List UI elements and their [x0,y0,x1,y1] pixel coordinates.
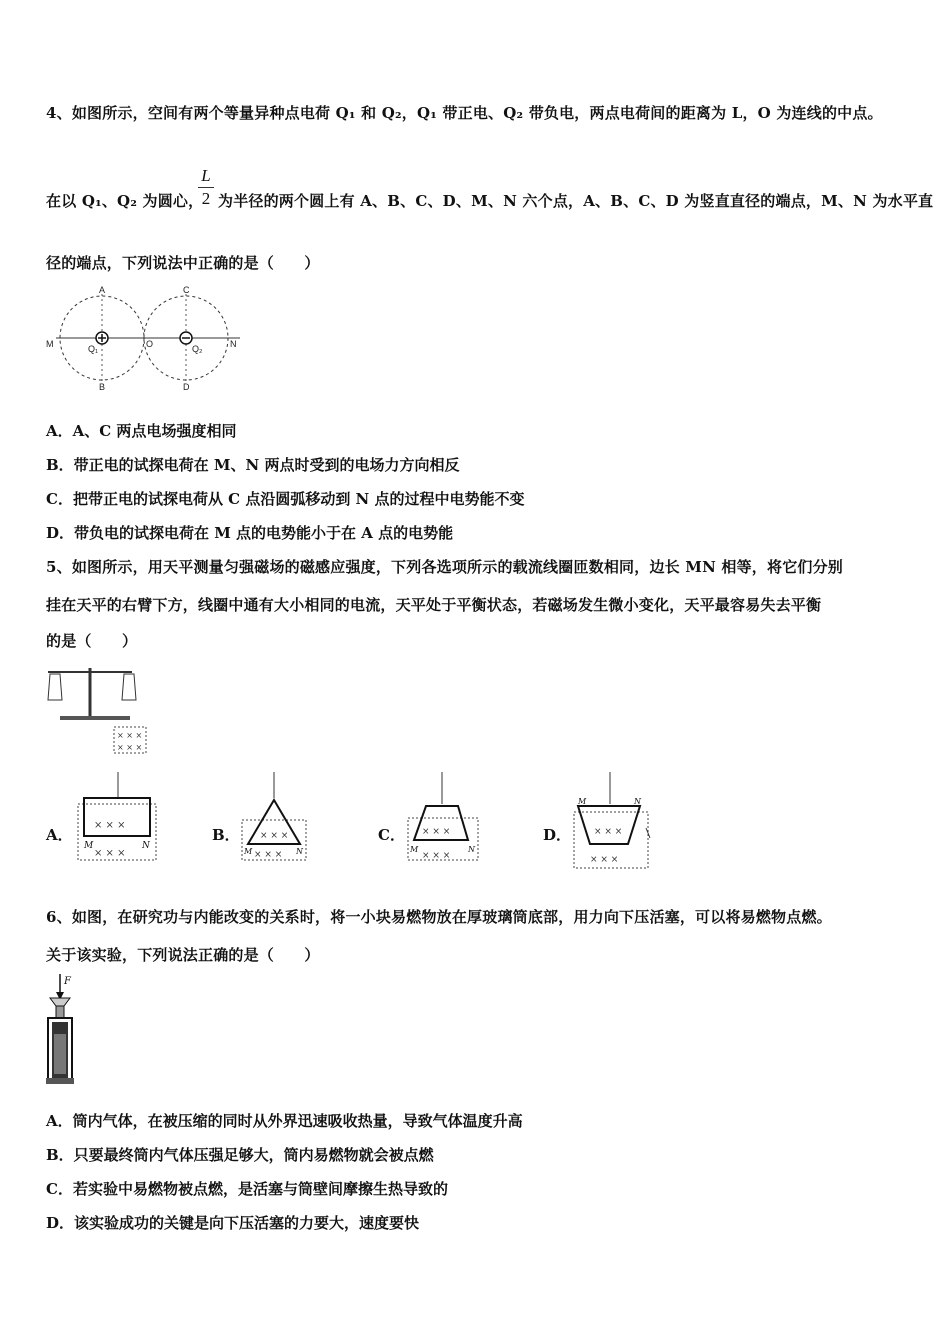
q4-stem-line2-pre: 在以 Q₁、Q₂ 为圆心， [46,192,204,210]
q5-choice-c-label[interactable]: C． [378,826,405,844]
svg-text:× × ×: × × × [94,848,126,859]
q6-stem-line2: 关于该实验，下列说法正确的是（ ） [46,946,320,964]
label-B: B [99,382,106,392]
svg-text:F: F [64,976,71,987]
svg-text:M: M [410,845,419,854]
svg-text:× × ×: × × × [94,820,126,831]
q4-stem-line3: 径的端点，下列说法中正确的是（ ） [46,254,320,272]
label-Q2: Q₂ [192,344,203,354]
label-Q1: Q₁ [88,344,99,354]
svg-text:N: N [634,797,641,806]
q4-two-circles-figure [44,284,244,392]
label-A: A [99,285,106,295]
q5-stem-line3: 的是（ ） [46,632,138,650]
piston-cylinder-figure [42,972,82,1088]
q6-option-b[interactable]: B．只要最终筒内气体压强足够大，筒内易燃物就会被点燃 [46,1146,434,1164]
svg-text:× × ×: × × × [254,850,283,860]
label-N: N [230,339,237,349]
q6-option-a[interactable]: A．筒内气体，在被压缩的同时从外界迅速吸收热量，导致气体温度升高 [46,1112,523,1130]
q5-choice-a-label[interactable]: A． [46,826,73,844]
fraction-numerator: L [201,166,211,185]
q4-option-b[interactable]: B．带正电的试探电荷在 M、N 两点时受到的电场力方向相反 [46,456,460,474]
balance-figure [44,660,154,758]
svg-text:× × ×: × × × [260,831,289,841]
fraction-L-over-2 [198,166,214,209]
svg-text:M: M [84,841,94,851]
svg-text:M: M [578,797,587,806]
svg-text:× × ×: × × × [117,731,143,740]
label-M: M [46,339,54,349]
svg-text:× × ×: × × × [590,855,619,865]
q6-option-d[interactable]: D．该实验成功的关键是向下压活塞的力要大，速度要快 [46,1214,420,1232]
q5-stem-line2: 挂在天平的右臂下方，线圈中通有大小相同的电流，天平处于平衡状态，若磁场发生微小变化，天平最容易失去平衡 [46,596,822,614]
label-D: D [183,382,190,392]
label-O: O [146,339,154,349]
svg-text:M: M [244,847,253,856]
q4-option-d[interactable]: D．带负电的试探电荷在 M 点的电势能小于在 A 点的电势能 [46,524,454,542]
q4-stem-line1: 4、如图所示，空间有两个等量异种点电荷 Q₁ 和 Q₂，Q₁ 带正电、Q₂ 带负电，两点电荷间的距离为 L，O 为连线的中点。 [46,104,883,122]
svg-text:× × ×: × × × [117,743,143,752]
label-C: C [183,285,190,295]
q4-option-c[interactable]: C．把带正电的试探电荷从 C 点沿圆弧移动到 N 点的过程中电势能不变 [46,490,525,508]
q6-stem-line1: 6、如图，在研究功与内能改变的关系时，将一小块易燃物放在厚玻璃筒底部，用力向下压活塞，可以将易燃物点燃。 [46,908,832,926]
svg-text:× × ×: × × × [594,827,623,837]
q6-option-c[interactable]: C．若实验中易燃物被点燃，是活塞与筒壁间摩擦生热导致的 [46,1180,448,1198]
q5-choice-d-label[interactable]: D． [543,826,572,844]
svg-text:× × ×: × × × [422,851,451,861]
q4-stem-line2-post: 为半径的两个圆上有 A、B、C、D、M、N 六个点，A、B、C、D 为竖直直径的端点，M、N 为水平直 [218,192,934,210]
fraction-denominator: 2 [201,189,211,208]
svg-text:N: N [296,847,303,856]
coil-d-figure[interactable] [570,772,654,872]
q5-stem-line1: 5、如图所示，用天平测量匀强磁场的磁感应强度，下列各选项所示的载流线圈匝数相同，边长 MN 相等，将它们分别 [46,558,844,576]
coil-b-figure[interactable] [240,772,312,864]
svg-text:× × ×: × × × [422,827,451,837]
svg-text:N: N [142,841,150,851]
coil-c-figure[interactable] [406,772,482,864]
q5-choice-b-label[interactable]: B． [212,826,240,844]
coil-a-figure[interactable] [76,772,160,864]
svg-text:N: N [468,845,475,854]
q4-option-a[interactable]: A．A、C 两点电场强度相同 [46,422,237,440]
